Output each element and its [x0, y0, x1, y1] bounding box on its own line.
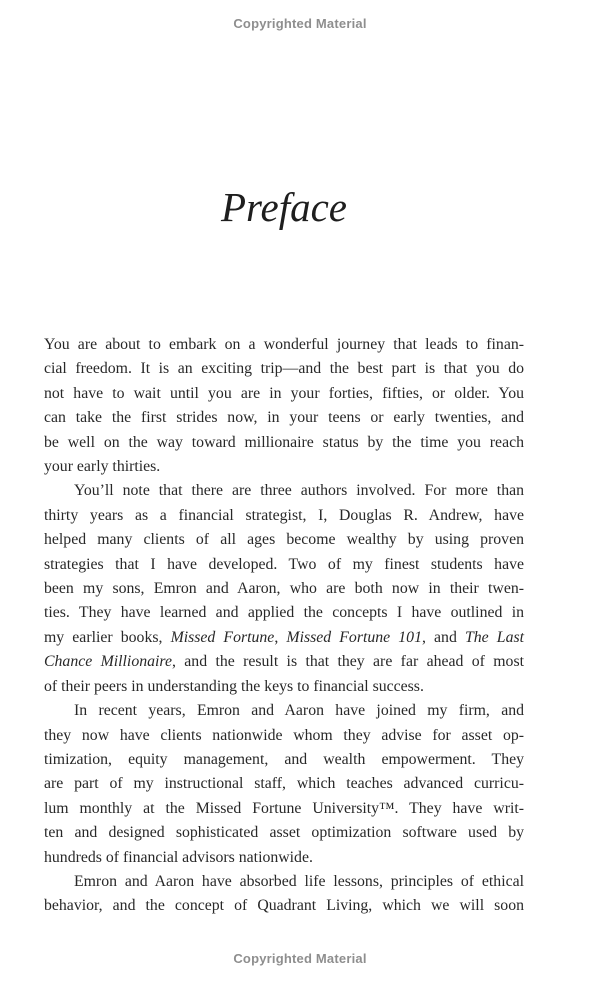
text-segment: not have to wait until you are in your forties, fifties, or older. You [44, 384, 524, 402]
text-segment: my earlier books, [44, 628, 171, 646]
text-segment: , and the result is that they are far ahead of most [171, 653, 524, 671]
text-line [44, 479, 524, 503]
book-title-italic: Chance Millionaire [44, 653, 172, 671]
text-segment: You’ll note that there are three authors involved. For more than [74, 482, 524, 500]
book-title-italic: Missed Fortune 101 [286, 628, 422, 646]
text-segment: Emron and Aaron have absorbed life lessons, principles of ethical [74, 872, 525, 890]
text-line [44, 431, 524, 455]
text-segment: , [274, 628, 287, 646]
paragraph [44, 699, 524, 870]
book-title-italic: The Last [464, 628, 525, 646]
copyright-notice-bottom: Copyrighted Material [233, 951, 367, 966]
text-segment: your early thirties. [44, 458, 161, 476]
text-segment: ten and designed sophisticated asset optimization software used by [44, 824, 524, 842]
text-segment: cial freedom. It is an exciting trip—and the best part is that you do [44, 360, 524, 378]
text-segment: In recent years, Emron and Aaron have joined my firm, and [74, 702, 524, 720]
text-segment: helped many clients of all ages become wealthy by using proven [44, 531, 524, 549]
book-title-italic: Missed Fortune [170, 628, 275, 646]
text-line [44, 870, 524, 894]
text-line [44, 455, 524, 479]
text-line [44, 406, 524, 430]
text-line [44, 601, 524, 625]
text-line [44, 846, 524, 870]
text-segment: they now have clients nationwide whom they advise for asset op- [44, 726, 524, 744]
preface-body [44, 333, 524, 919]
text-segment: behavior, and the concept of Quadrant Living, which we will soon [44, 897, 524, 915]
text-segment: hundreds of financial advisors nationwide. [44, 848, 313, 866]
text-line [44, 333, 524, 357]
text-line [44, 748, 524, 772]
text-segment: You are about to embark on a wonderful journey that leads to finan- [44, 336, 524, 353]
text-line [44, 577, 524, 601]
text-line [44, 357, 524, 381]
text-line [44, 699, 524, 723]
page-title: Preface [221, 184, 347, 230]
text-line [44, 797, 524, 821]
text-line [44, 894, 524, 918]
text-segment: timization, equity management, and wealth empowerment. They [44, 750, 525, 768]
text-line [44, 382, 524, 406]
copyright-notice-top: Copyrighted Material [233, 16, 367, 31]
text-segment: lum monthly at the Missed Fortune University™. They have writ- [44, 799, 524, 817]
text-line [44, 821, 524, 845]
text-segment: been my sons, Emron and Aaron, who are both now in their twen- [44, 580, 524, 598]
paragraph [44, 870, 524, 919]
text-line [44, 724, 524, 748]
text-line [44, 650, 524, 674]
text-line [44, 772, 524, 796]
paragraph [44, 479, 524, 699]
text-segment: can take the first strides now, in your teens or early twenties, and [44, 409, 524, 427]
paragraph [44, 333, 524, 479]
text-segment: strategies that I have developed. Two of my finest students have [44, 555, 524, 573]
text-line [44, 626, 524, 650]
text-line [44, 504, 524, 528]
text-segment: are part of my instructional staff, which teaches advanced curricu- [44, 775, 524, 793]
text-segment: be well on the way toward millionaire status by the time you reach [44, 433, 524, 451]
text-line [44, 553, 524, 577]
text-line [44, 675, 524, 699]
text-line [44, 528, 524, 552]
text-segment: ties. They have learned and applied the concepts I have outlined in [44, 604, 524, 622]
text-segment: thirty years as a financial strategist, I, Douglas R. Andrew, have [44, 506, 524, 524]
text-segment: , and [421, 628, 465, 646]
text-segment: of their peers in understanding the keys to financial success. [44, 677, 424, 695]
